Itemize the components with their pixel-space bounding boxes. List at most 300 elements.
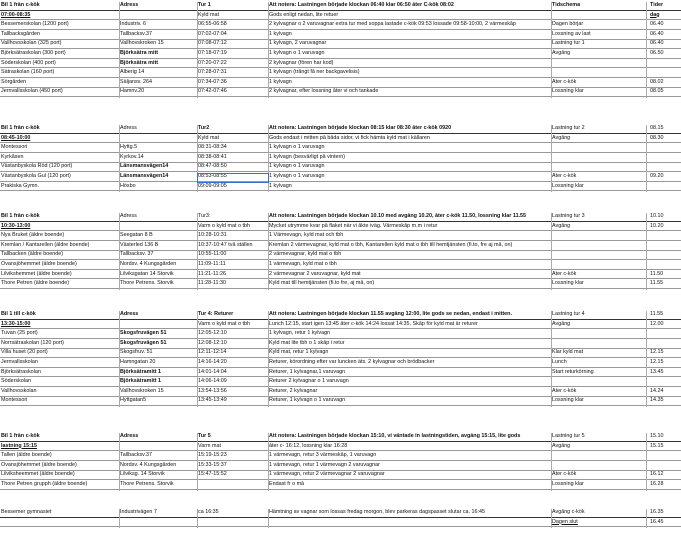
cell-time: 07:08-07:12 [198, 40, 227, 47]
table-row [0, 12, 681, 20]
cell-schedule [551, 69, 645, 77]
cell-address: Länsmansvägen14 [120, 163, 169, 170]
column-divider [268, 213, 269, 290]
cell-place: Tallen (äldre boende) [1, 452, 52, 459]
cell-time: 08:53-08:55 [198, 173, 227, 179]
column-divider [646, 509, 647, 528]
cell-address: Adress [120, 311, 139, 317]
cell-time: Varm o kyld mat o tbh [198, 222, 251, 229]
cell-clock: 06.40 [650, 21, 664, 28]
cell-time: 07:18-07:19 [198, 50, 227, 56]
cell-schedule: Lastning tur 1 [552, 40, 585, 47]
cell-time: 06:55-06:58 [198, 21, 227, 28]
column-divider [119, 213, 120, 290]
cell-place: Bil 1 från c-kök [1, 433, 40, 439]
section-divider [0, 517, 681, 518]
row-divider [0, 190, 681, 191]
cell-address: Björksätramitt 1 [120, 368, 162, 375]
cell-clock: dag [650, 11, 660, 18]
table-row [0, 223, 681, 231]
table-row [0, 88, 681, 96]
cell-clock: 09.20 [650, 173, 664, 179]
cell-address: Adress [120, 433, 139, 439]
cell-place: Jernvallsskolan (450 port) [1, 88, 63, 95]
cell-clock [646, 452, 681, 460]
section-header-row [0, 311, 681, 319]
cell-notes: 1 kylvagn o 1 varuvagn [269, 144, 325, 151]
cell-address: Västerled 136 B [120, 241, 159, 248]
cell-notes: 2 kylvagnar o 2 varuvagnar extra tur med soppa lastade c-kök 09:53 lossade 09:58-10:00, 2 värmeskåp [269, 21, 516, 28]
cell-schedule: Åter c-kök [552, 173, 577, 179]
cell-clock [646, 261, 681, 269]
cell-time: 07:42-07:46 [198, 88, 227, 95]
cell-schedule: Lossning klar [552, 182, 584, 189]
cell-notes: 1 kylvagn, 2 varuvagnar [269, 40, 327, 47]
cell-notes: 1 kylvagn o 1 varuvagn [269, 173, 325, 179]
cell-address: Adress [120, 213, 137, 219]
cell-address: Säljansv. 264 [120, 78, 152, 85]
cell-schedule: Lossning klar [552, 88, 584, 95]
cell-notes: 2 kylvagnar (fören har kod) [269, 59, 334, 66]
column-divider [551, 125, 552, 192]
cell-place: Bessemer gymnasiet [1, 509, 52, 515]
table-row [0, 321, 681, 329]
cell-place: 07:00-08:35 [1, 11, 31, 18]
table-row [0, 135, 681, 143]
cell-address: Thore Petrens. Storvik [120, 481, 174, 487]
table-row [0, 183, 681, 191]
cell-time: 09:09-09:05 [198, 182, 227, 189]
cell-address [119, 223, 196, 231]
column-divider [268, 2, 269, 98]
column-divider [197, 311, 198, 407]
cell-place: Ovansjöhemmet (äldre boende) [1, 261, 77, 267]
cell-notes: åter c- 16:12, lossning klar 16:28 [269, 442, 348, 449]
cell-place [0, 519, 118, 527]
cell-clock: 12.00 [650, 320, 664, 327]
cell-address [119, 135, 196, 143]
cell-address: Vallhovskroken 15 [120, 40, 164, 47]
cell-schedule: Åter c-kök [552, 387, 577, 394]
cell-clock: 14.24 [650, 387, 664, 394]
cell-address [119, 519, 196, 527]
column-divider [551, 213, 552, 290]
cell-clock: 16.28 [650, 481, 664, 487]
cell-clock: 13.45 [650, 368, 664, 375]
cell-schedule [551, 378, 645, 386]
cell-time: 07:20-07:22 [198, 59, 227, 66]
cell-notes: 1 värmevagn, retur 3 värmeskåp, 1 varuvagn [269, 452, 377, 459]
cell-place: Västanbyskola Röd (120 port) [1, 163, 73, 170]
cell-notes: Returer, körordning efter var luncken äts. 2 kylvagnar och brödbacker [269, 359, 435, 365]
cell-clock [646, 144, 681, 152]
cell-notes: 2 värmevagnar 2 varuvagnar, kyld mat [269, 270, 361, 277]
cell-address: Kyrkov.14 [120, 153, 144, 160]
cell-schedule [551, 462, 645, 470]
cell-time: Tur 5 [198, 433, 211, 439]
selected-cell-outline[interactable] [197, 173, 269, 184]
cell-time: 13:45-13:49 [198, 397, 227, 404]
column-divider [197, 213, 198, 290]
column-divider [268, 509, 269, 528]
cell-clock [646, 330, 681, 338]
cell-clock: 16.45 [650, 518, 664, 525]
cell-notes: Kyld mat lite tbh o 1 skåp i retur [269, 339, 345, 346]
column-divider [119, 433, 120, 491]
cell-clock [646, 378, 681, 386]
cell-place: Nya Bruket (äldre boende) [1, 232, 65, 239]
cell-schedule: Åter c-kök [552, 270, 577, 277]
cell-time: 14:01-14:04 [198, 368, 227, 375]
cell-clock: 06.50 [650, 50, 664, 56]
cell-time: 12:05-12:10 [198, 330, 227, 337]
cell-clock [646, 251, 681, 259]
cell-clock: 15.10 [650, 433, 664, 439]
cell-place: Bil 1 från c-kök [1, 2, 40, 8]
table-row [0, 443, 681, 451]
cell-schedule: Lastning tur 5 [552, 433, 585, 439]
table-row [0, 60, 681, 68]
cell-schedule: Avgång [552, 320, 571, 327]
cell-time: ca 16:35 [198, 509, 219, 515]
cell-address: Björksätramitt 1 [120, 378, 162, 385]
cell-place: Kremlan / Kantarellen (äldre boende) [1, 241, 90, 248]
row-divider [0, 405, 681, 406]
cell-time [197, 519, 267, 527]
cell-address: Adress [120, 2, 139, 8]
cell-time: 12:08-12:10 [198, 339, 227, 346]
cell-schedule [551, 163, 645, 171]
cell-schedule [551, 242, 645, 250]
cell-clock: 06.40 [650, 30, 664, 37]
cell-schedule: Lossning klar [552, 280, 584, 287]
table-row [0, 144, 681, 152]
cell-clock: 12.15 [650, 349, 664, 356]
column-divider [197, 509, 198, 528]
cell-schedule: Åter c-kök [552, 78, 577, 85]
cell-address: Alberig 14 [120, 69, 145, 76]
column-divider [551, 311, 552, 407]
cell-time: Kyld mat [198, 11, 219, 18]
cell-address: Björksätra mitt [120, 50, 159, 56]
cell-notes: Att notera: Lastningen började klockan 15:10, vi väntade in lastningstiden, avgång 15:15, lite gods [269, 433, 521, 439]
column-divider [646, 2, 647, 98]
cell-time: 07:34-07:36 [198, 78, 227, 85]
cell-place: Thore Petren grupph (äldre boende) [1, 481, 88, 487]
cell-place: Montessori [1, 397, 28, 404]
cell-place: 10:30-13:00 [1, 222, 31, 229]
cell-notes: 1 kylvagn (besvärligt på vintern) [269, 153, 346, 160]
table-row [0, 154, 681, 162]
column-divider [119, 125, 120, 192]
cell-place: Prakiska Gymn. [1, 182, 40, 189]
cell-notes: Gods enligt nedan, lite retuer [269, 11, 339, 18]
row-divider [0, 526, 681, 527]
column-divider [197, 433, 198, 491]
cell-notes: 1 kylvagn [269, 30, 292, 37]
column-divider [551, 433, 552, 491]
cell-place: Bil 1 från c-kök [1, 125, 40, 131]
cell-schedule: Lastning tur 4 [552, 311, 585, 317]
table-row [0, 462, 681, 470]
cell-schedule: Dagen slut [552, 518, 578, 525]
cell-address: Skogsfruvägen 51 [120, 339, 167, 346]
cell-notes: 1 värmevagn, retur 2 värmevagnar 2 varuvagnar [269, 471, 385, 478]
cell-time: 11:09-11:11 [198, 261, 226, 267]
cell-notes: Returer, 2 kylvagnar [269, 387, 318, 394]
cell-time: 11:28-11:30 [198, 280, 226, 287]
cell-schedule: Avgång [552, 222, 571, 229]
cell-schedule: Avgång [552, 442, 571, 449]
cell-time: Tur 4: Returer [198, 311, 234, 317]
cell-time: Tur 1 [198, 2, 211, 8]
cell-address: Hösbo [120, 182, 136, 189]
table-row [0, 21, 681, 29]
table-row [0, 359, 681, 367]
cell-place: Ovansjöhemmet (äldre boende) [1, 461, 77, 468]
cell-address: Vallhovskroken 15 [120, 387, 164, 394]
cell-place: Bessemerskolan (1200 port) [1, 21, 69, 28]
table-row [0, 261, 681, 269]
cell-schedule: Avgång [552, 50, 571, 56]
cell-schedule [551, 261, 645, 269]
cell-schedule: Avgång c-kök [552, 509, 585, 515]
cell-time: Varm mat [198, 442, 221, 449]
cell-notes: Att notera: Lastningen började klockan 11.55 avgång 12:00, lite gods se nedan, endast i mitten. [269, 311, 512, 317]
table-row [0, 519, 681, 527]
column-divider [646, 125, 647, 192]
section-divider [0, 133, 681, 134]
cell-notes: Att notera: Lastningen började klockan 08:15 klar 08:30 åter c-kök 0920 [269, 125, 452, 131]
cell-schedule [551, 452, 645, 460]
cell-clock [646, 462, 681, 470]
cell-address: Adress [120, 125, 137, 131]
cell-address: Tallbacksv.37 [120, 452, 152, 459]
cell-schedule [551, 12, 645, 20]
cell-schedule: Klar kyld mat [552, 349, 584, 356]
column-divider [119, 311, 120, 407]
table-row [0, 280, 681, 288]
cell-address: Hyttg.5 [120, 144, 138, 151]
table-row [0, 471, 681, 479]
cell-clock: 14.35 [650, 397, 664, 404]
cell-notes: 2 kylvagnar, efter lossning åter vi och tankade [269, 88, 379, 95]
section-divider [0, 441, 681, 442]
cell-place: Söderskolan [1, 378, 31, 385]
section-divider [0, 319, 681, 320]
cell-place: 08:45-10:00 [1, 134, 31, 141]
cell-time: Tur2 [198, 125, 210, 131]
cell-schedule [551, 144, 645, 152]
cell-clock: 10.20 [650, 222, 664, 229]
cell-notes: Att notera: Lastningen började klockan 10.10 med avgång 10.20, åter c-kök 11.50, lossning klar 11.55 [269, 213, 527, 219]
cell-time: 11:21-11:26 [198, 270, 226, 277]
cell-place: lastning 15:15 [1, 442, 37, 449]
cell-time: 14:06-14:09 [198, 378, 227, 385]
table-row [0, 251, 681, 259]
cell-address: Lilviksgatan 14 Storvik [120, 270, 174, 277]
table-row [0, 40, 681, 48]
table-row [0, 388, 681, 396]
cell-clock: 08.02 [650, 78, 664, 85]
cell-place: Bil 1 från c-kök [1, 213, 40, 219]
cell-clock: 11.55 [650, 280, 664, 287]
cell-notes: Returer, 1 kylvagn o 1 varuvagn [269, 397, 346, 404]
cell-time [197, 481, 267, 489]
cell-place: Jernvallsskolan [1, 359, 38, 365]
cell-notes: Kremlan 2 värmevagnar, kyld mat o tbh, Kantarellen kyld mat o tbh till hemtjänsten (fi.to, fre aj må, on) [269, 241, 513, 248]
column-divider [551, 509, 552, 528]
cell-schedule: Lossning av last [552, 30, 591, 37]
cell-schedule: Åter c-kök [552, 471, 577, 478]
column-divider [197, 2, 198, 98]
cell-address: Industrivägen 7 [120, 509, 157, 515]
cell-time: 10:37-10:47 två ställen [198, 241, 253, 248]
column-divider [646, 213, 647, 290]
cell-schedule [551, 251, 645, 259]
column-divider [268, 311, 269, 407]
cell-time: 12:11-12:14 [198, 349, 227, 356]
cell-notes: 1 kylvagn [269, 182, 292, 189]
cell-notes: Kyld mat till hemtjänsten (fi.to fre, aj må, on) [269, 280, 375, 287]
cell-time: 07:28-07:31 [198, 69, 227, 76]
section-header-row [0, 125, 681, 133]
cell-place: Tuvan (25 port) [1, 330, 38, 337]
cell-notes: Mycket utrymme kvar på flaket när vi åkte iväg. Värmeskåp m.m i retur [269, 222, 438, 229]
cell-clock: 10.10 [650, 213, 664, 219]
cell-schedule: Lunch [552, 359, 567, 365]
table-row [0, 271, 681, 279]
cell-address [119, 321, 196, 329]
row-divider [0, 489, 681, 490]
cell-schedule: Start returkörning [552, 368, 594, 375]
cell-time: 08:31-08:34 [198, 144, 227, 151]
cell-address: Hamngatan 20 [120, 359, 156, 365]
cell-place: 13:30-15:00 [1, 320, 31, 327]
cell-notes: 1 värmevagn, retur 1 värmevagn 2 varuvagnar [269, 461, 380, 468]
section-header-row [0, 433, 681, 441]
table-row [0, 31, 681, 39]
cell-time: 14:16-14:20 [198, 359, 227, 365]
cell-place: Sörgården [1, 78, 27, 85]
cell-clock: 16.12 [650, 471, 664, 478]
table-row [0, 481, 681, 489]
table-row [0, 163, 681, 171]
table-row [0, 232, 681, 240]
cell-clock: 16.35 [650, 509, 664, 515]
cell-clock: 08.15 [650, 125, 664, 131]
cell-address: Hamnv.20 [120, 88, 145, 95]
cell-time: Tur3: [198, 213, 211, 219]
cell-notes: Endast fr o må [269, 481, 305, 487]
table-row [0, 173, 681, 181]
section-divider [0, 10, 681, 11]
cell-clock: 11.50 [650, 270, 664, 277]
cell-place: Tallbacksgården [1, 30, 40, 37]
cell-notes: Lunch 12:15, start igen 13:45 åter c-kök 14:24 lossat 14:35, Skåp för kyld mat är returer [269, 320, 478, 327]
cell-clock: 08.30 [650, 134, 664, 141]
column-divider [119, 2, 120, 98]
cell-place: Vallhovsskolan (325 port) [1, 40, 62, 47]
section-header-row [0, 2, 681, 10]
cell-notes [268, 519, 551, 527]
table-row [0, 69, 681, 77]
cell-place: Kyrkåsen [1, 153, 24, 160]
cell-notes: Gods endast i mitten på båda sidor, vi fick hämta kyld mat i källaren [269, 134, 430, 141]
cell-clock: Tider [650, 2, 664, 8]
table-row [0, 369, 681, 377]
cell-schedule: Lastning tur 2 [552, 125, 585, 131]
cell-address: Länsmansvägen14 [120, 173, 169, 179]
row-divider [0, 288, 681, 289]
section-divider [0, 221, 681, 222]
cell-schedule [551, 60, 645, 68]
table-row [0, 378, 681, 386]
cell-place: Björksätraskolan (300 port) [1, 50, 66, 56]
cell-address: Hyttgatan5 [120, 397, 147, 404]
cell-address: Seegatan 8 B [120, 232, 153, 239]
cell-place: Sätraskolan (160 port) [1, 69, 55, 76]
cell-time: Varm o kyld mat o tbh [198, 320, 251, 327]
cell-notes: Returer, 1 kylvagnar,1 varuvagn [269, 368, 346, 375]
cell-address [119, 12, 196, 20]
cell-clock: 08.05 [650, 88, 664, 95]
cell-time: 15:19-15:23 [198, 452, 227, 459]
cell-address: Lilviksg. 14 Storvik [120, 471, 165, 478]
table-row [0, 349, 681, 357]
table-row [0, 330, 681, 338]
table-row [0, 50, 681, 58]
cell-address: Björksätra mitt [120, 59, 159, 66]
cell-clock: 06.40 [650, 40, 664, 47]
cell-place: Söderskolan (400 port) [1, 59, 56, 66]
column-divider [268, 433, 269, 491]
cell-place: Thore Petren (äldre boende) [1, 280, 70, 287]
cell-address: Skogsfruv. 51 [120, 349, 153, 356]
cell-schedule: Lossning klar [552, 397, 584, 404]
table-row [0, 340, 681, 348]
cell-notes: 1 kylvagn [269, 78, 292, 85]
cell-place: Villa huset (20 port) [1, 349, 48, 356]
cell-address: Nordsv. 4 Kungsgården [120, 261, 177, 267]
table-row [0, 452, 681, 460]
cell-time: 10:28-10:31 [198, 232, 227, 239]
cell-clock: 15.15 [650, 442, 664, 449]
column-divider [119, 509, 120, 528]
cell-notes: Att notera: Lastningen började klockan 06:40 klar 06:50 åter C-kök 08:02 [269, 2, 454, 8]
cell-address: Skogsfruvägen 51 [120, 330, 167, 337]
cell-clock [646, 163, 681, 171]
column-divider [646, 433, 647, 491]
cell-time: Kyld mat [198, 134, 219, 141]
cell-clock [646, 183, 681, 191]
cell-address: Thore Petrens. Storvik [120, 280, 174, 287]
cell-place: Västanbyskola Gul (120 port) [1, 173, 71, 179]
cell-notes: Kyld mat, retur 1 kylvagn [269, 349, 329, 356]
cell-schedule [551, 232, 645, 240]
cell-notes: Returer 2 kylvagnar o 1 varuvagn [269, 378, 349, 385]
cell-clock [646, 60, 681, 68]
cell-schedule: Lossning klar [552, 481, 584, 487]
cell-notes: 1 kylvagn (trångt få ner backgavelisis) [269, 69, 360, 76]
cell-time: 08:47-08:50 [198, 163, 227, 170]
cell-place: Björksätraskolan [1, 368, 41, 375]
cell-time: 07:02-07:04 [198, 30, 227, 37]
cell-schedule: Avgång [552, 134, 571, 141]
cell-notes: Hämtning av vagnar som lossas fredag morgon, blev parkeras dagspasset slutar ca. 16:45 [269, 509, 486, 515]
cell-schedule: Lastning tur 3 [552, 213, 585, 219]
cell-place: Lilviksheemmet (äldre boende) [1, 471, 75, 478]
